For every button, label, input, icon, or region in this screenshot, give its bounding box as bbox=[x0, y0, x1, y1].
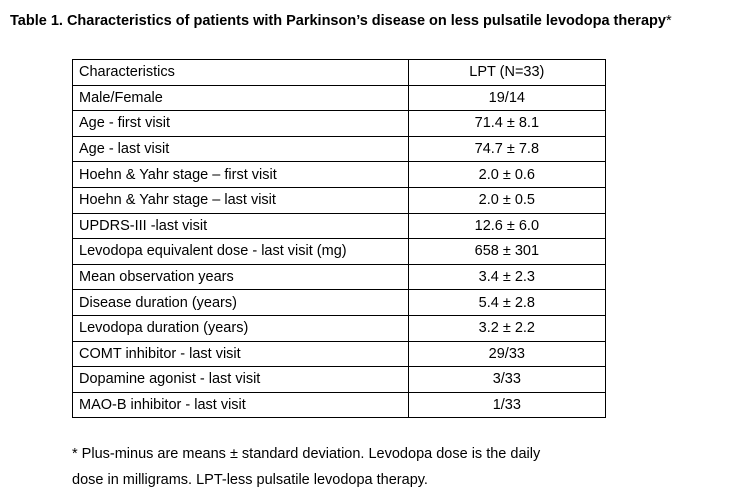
table-row bbox=[73, 315, 606, 341]
table-row bbox=[73, 290, 606, 316]
row-label-cell: Age - first visit bbox=[73, 111, 409, 137]
table-row bbox=[73, 111, 606, 137]
characteristics-table bbox=[72, 59, 606, 418]
row-value-cell: 2.0 ± 0.6 bbox=[408, 162, 605, 188]
row-label-cell: MAO-B inhibitor - last visit bbox=[73, 392, 409, 418]
row-value-cell: 1/33 bbox=[408, 392, 605, 418]
row-value-cell: 71.4 ± 8.1 bbox=[408, 111, 605, 137]
row-label-cell: Levodopa duration (years) bbox=[73, 315, 409, 341]
row-label-cell: Hoehn & Yahr stage – first visit bbox=[73, 162, 409, 188]
row-label-cell: UPDRS-III -last visit bbox=[73, 213, 409, 239]
table-title bbox=[10, 12, 735, 30]
row-value-cell: 3/33 bbox=[408, 367, 605, 393]
row-value-cell: 5.4 ± 2.8 bbox=[408, 290, 605, 316]
row-label-cell: Male/Female bbox=[73, 85, 409, 111]
table-body bbox=[73, 60, 606, 418]
table-row bbox=[73, 136, 606, 162]
row-value-cell: 12.6 ± 6.0 bbox=[408, 213, 605, 239]
header-value-cell: LPT (N=33) bbox=[408, 60, 605, 86]
table-row bbox=[73, 213, 606, 239]
row-value-cell: 19/14 bbox=[408, 85, 605, 111]
row-value-cell: 3.2 ± 2.2 bbox=[408, 315, 605, 341]
footnote-line-2: dose in milligrams. LPT-less pulsatile levodopa therapy. bbox=[72, 472, 428, 488]
row-label-cell: Age - last visit bbox=[73, 136, 409, 162]
row-value-cell: 29/33 bbox=[408, 341, 605, 367]
row-label-cell: Hoehn & Yahr stage – last visit bbox=[73, 187, 409, 213]
table-row bbox=[73, 239, 606, 265]
table-footnote bbox=[72, 441, 632, 493]
table-row bbox=[73, 264, 606, 290]
row-label-cell: Mean observation years bbox=[73, 264, 409, 290]
row-value-cell: 658 ± 301 bbox=[408, 239, 605, 265]
table-row bbox=[73, 85, 606, 111]
table-row bbox=[73, 367, 606, 393]
table-row bbox=[73, 392, 606, 418]
row-label-cell: COMT inhibitor - last visit bbox=[73, 341, 409, 367]
row-label-cell: Disease duration (years) bbox=[73, 290, 409, 316]
row-value-cell: 3.4 ± 2.3 bbox=[408, 264, 605, 290]
footnote-line-1: * Plus-minus are means ± standard deviation. Levodopa dose is the daily bbox=[72, 446, 541, 462]
table-row bbox=[73, 162, 606, 188]
header-label-cell: Characteristics bbox=[73, 60, 409, 86]
table-title-marker: * bbox=[665, 13, 672, 29]
row-value-cell: 74.7 ± 7.8 bbox=[408, 136, 605, 162]
table-header-row bbox=[73, 60, 606, 86]
row-label-cell: Levodopa equivalent dose - last visit (mg) bbox=[73, 239, 409, 265]
table-row bbox=[73, 341, 606, 367]
table-row bbox=[73, 187, 606, 213]
table-title-text: Table 1. Characteristics of patients with Parkinson’s disease on less pulsatile levodopa therapy bbox=[10, 13, 666, 29]
row-value-cell: 2.0 ± 0.5 bbox=[408, 187, 605, 213]
row-label-cell: Dopamine agonist - last visit bbox=[73, 367, 409, 393]
